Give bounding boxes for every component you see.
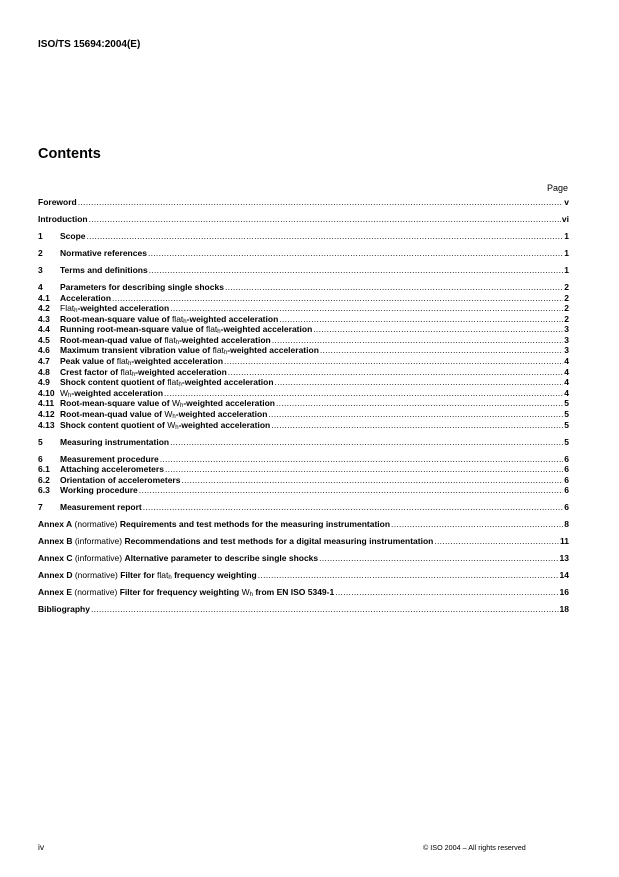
- title-text: W: [60, 387, 69, 398]
- title-text: Foreword: [38, 197, 77, 207]
- toc-entry-page: 1: [564, 264, 569, 275]
- title-text: (informative): [72, 536, 125, 547]
- title-text: W: [241, 587, 250, 598]
- toc-entry-page: 4: [564, 366, 569, 377]
- title-text: -weighted acceleration: [178, 419, 271, 430]
- title-text: Annex A: [38, 519, 73, 530]
- title-text: from EN ISO 5349-1: [252, 587, 335, 598]
- title-text: flat: [120, 366, 132, 377]
- toc-entry[interactable]: [38, 367, 569, 378]
- subscript-text: h: [217, 329, 221, 335]
- subscript-text: h: [223, 350, 228, 357]
- toc-entry-title: [60, 437, 169, 448]
- toc-entry-page: 3: [564, 345, 569, 356]
- title-text: -weighted acceleration: [135, 366, 227, 377]
- toc-entry-page: 6: [564, 485, 569, 496]
- dot-leader: [271, 420, 563, 431]
- title-text: flat: [167, 377, 179, 388]
- page-column-label: Page: [546, 183, 568, 193]
- title-text: flat: [116, 356, 129, 367]
- toc-entry[interactable]: [38, 214, 569, 225]
- title-text: Parameters for describing single shocks: [60, 281, 224, 292]
- toc-entry-number: 4.9: [38, 377, 50, 388]
- dot-leader: [320, 345, 563, 356]
- toc-entry[interactable]: [38, 293, 569, 304]
- toc-entry-title: [60, 398, 275, 409]
- title-text: Shock content quotient of: [60, 377, 168, 388]
- toc-entry-title: [60, 231, 86, 242]
- title-text: -weighted acceleration: [183, 398, 275, 409]
- subscript-text: h: [179, 403, 184, 410]
- title-text: Filter for frequency weighting: [119, 587, 242, 598]
- toc-entry[interactable]: [38, 437, 569, 448]
- dot-leader: [91, 604, 559, 615]
- title-text: W: [167, 419, 176, 430]
- toc-entry[interactable]: [38, 324, 569, 335]
- toc-entry[interactable]: [38, 536, 569, 547]
- toc-entry[interactable]: [38, 409, 569, 420]
- toc-entry[interactable]: [38, 553, 569, 564]
- toc-entry-title: [38, 587, 334, 598]
- dot-leader: [148, 248, 563, 259]
- toc-entry-number: 4.2: [38, 303, 50, 314]
- title-text: (informative): [72, 553, 125, 564]
- title-text: W: [171, 398, 180, 409]
- title-text: Root-mean-quad value of: [60, 409, 165, 420]
- toc-entry-page: 2: [564, 281, 569, 292]
- toc-entry[interactable]: [38, 303, 569, 314]
- toc-entry-title: [60, 409, 267, 420]
- toc-entry-title: [60, 485, 138, 496]
- toc-entry-title: [60, 293, 111, 304]
- title-text: Recommendations and test methods for a digital measuring instrumentation: [124, 536, 434, 547]
- toc-entry-page: 6: [564, 464, 569, 475]
- toc-entry-page: 3: [564, 324, 569, 335]
- toc-entry[interactable]: [38, 231, 569, 242]
- document-header: ISO/TS 15694:2004(E): [38, 39, 141, 50]
- title-text: Shock content quotient of: [60, 419, 168, 430]
- title-text: Scope: [60, 230, 86, 241]
- title-text: -weighted acceleration: [181, 377, 274, 388]
- toc-entry-title: [60, 335, 271, 346]
- title-text: Running root-mean-square value of: [60, 324, 206, 335]
- toc-entry-number: 6: [38, 453, 43, 464]
- toc-entry-page: 16: [559, 587, 569, 598]
- toc-entry[interactable]: [38, 356, 569, 367]
- table-of-contents: [38, 197, 569, 615]
- toc-entry-page: v: [564, 197, 569, 207]
- toc-entry-number: 4.11: [38, 398, 55, 409]
- toc-entry-title: [60, 464, 164, 475]
- toc-entry-title: [38, 197, 77, 208]
- toc-entry[interactable]: [38, 197, 569, 208]
- dot-leader: [279, 314, 563, 325]
- toc-entry-number: 6.2: [38, 474, 50, 485]
- toc-entry-number: 6.1: [38, 464, 50, 475]
- toc-entry-number: 4.1: [38, 292, 50, 303]
- title-text: flat: [164, 334, 176, 345]
- toc-entry-title: [60, 377, 274, 388]
- toc-entry[interactable]: [38, 454, 569, 465]
- toc-entry-page: 4: [564, 377, 569, 388]
- title-text: Working procedure: [60, 485, 138, 496]
- toc-entry-page: 1: [564, 230, 569, 241]
- toc-entry[interactable]: [38, 570, 569, 581]
- toc-entry-title: [38, 604, 90, 615]
- title-text: flat: [205, 324, 218, 335]
- title-text: Bibliography: [38, 604, 90, 615]
- toc-entry[interactable]: [38, 345, 569, 356]
- toc-entry-page: 5: [564, 398, 569, 409]
- toc-entry-page: vi: [561, 213, 569, 224]
- dot-leader: [225, 282, 563, 293]
- toc-entry-page: 11: [560, 536, 569, 547]
- dot-leader: [313, 324, 563, 335]
- toc-entry[interactable]: [38, 587, 569, 598]
- toc-entry-number: 2: [38, 247, 43, 258]
- toc-entry-number: 7: [38, 502, 43, 513]
- dot-leader: [160, 454, 564, 465]
- toc-entry[interactable]: [38, 282, 569, 293]
- toc-entry-title: [60, 420, 270, 431]
- title-text: Root-mean-square value of: [60, 398, 172, 409]
- title-text: -weighted acceleration: [220, 324, 313, 335]
- dot-leader: [78, 197, 564, 208]
- toc-entry-page: 2: [564, 292, 569, 303]
- dot-leader: [87, 231, 564, 242]
- toc-entry-page: 14: [559, 570, 569, 581]
- dot-leader: [434, 536, 559, 547]
- dot-leader: [165, 464, 563, 475]
- toc-entry-title: [38, 553, 318, 564]
- toc-entry[interactable]: [38, 420, 569, 431]
- footer-page-number: iv: [38, 842, 45, 852]
- toc-entry-number: 4.7: [38, 356, 50, 367]
- subscript-text: h: [183, 318, 187, 325]
- title-text: flat: [171, 313, 184, 324]
- toc-entry-title: [60, 367, 227, 378]
- dot-leader: [170, 437, 563, 448]
- toc-entry-title: [60, 356, 223, 367]
- toc-entry-title: [60, 345, 319, 356]
- toc-entry-title: [60, 314, 278, 325]
- toc-entry-page: 4: [564, 356, 569, 367]
- toc-entry-title: [60, 324, 312, 335]
- toc-entry-page: 1: [564, 247, 569, 258]
- title-text: Introduction: [38, 213, 88, 224]
- subscript-text: h: [178, 382, 182, 388]
- subscript-text: h: [131, 371, 136, 378]
- toc-entry[interactable]: [38, 335, 569, 346]
- title-text: -weighted acceleration: [77, 303, 170, 314]
- title-text: Normative references: [60, 247, 147, 258]
- toc-entry-number: 4.6: [38, 345, 50, 356]
- toc-entry-title: [60, 475, 180, 486]
- toc-entry[interactable]: [38, 519, 569, 530]
- toc-entry-page: 5: [564, 436, 569, 447]
- toc-entry-number: 4.4: [38, 324, 50, 335]
- title-text: -weighted acceleration: [179, 334, 271, 345]
- title-text: Root-mean-square value of: [60, 313, 172, 324]
- toc-entry-number: 4.5: [38, 334, 50, 345]
- dot-leader: [276, 398, 563, 409]
- page-title: Contents: [38, 146, 101, 162]
- title-text: Orientation of accelerometers: [60, 474, 181, 485]
- title-text: Filter for: [120, 570, 158, 581]
- dot-leader: [143, 502, 564, 513]
- toc-entry[interactable]: [38, 604, 569, 615]
- toc-entry[interactable]: [38, 388, 569, 399]
- title-text: Annex D: [38, 570, 73, 581]
- dot-leader: [224, 356, 563, 367]
- toc-entry-title: [60, 388, 163, 399]
- title-text: -weighted acceleration: [175, 409, 268, 420]
- title-text: Attaching accelerometers: [60, 464, 164, 475]
- toc-entry-title: [38, 519, 390, 530]
- toc-entry-page: 18: [559, 604, 569, 615]
- toc-entry-page: 6: [564, 474, 569, 485]
- toc-entry-number: 4.13: [38, 419, 55, 430]
- dot-leader: [275, 377, 564, 388]
- toc-entry-page: 13: [559, 553, 569, 564]
- dot-leader: [258, 570, 559, 581]
- title-text: Acceleration: [60, 292, 112, 303]
- title-text: -weighted acceleration: [71, 387, 164, 398]
- title-text: flat: [157, 570, 169, 581]
- toc-entry-title: [38, 570, 257, 581]
- subscript-text: h: [175, 424, 179, 431]
- title-text: Measuring instrumentation: [60, 436, 170, 447]
- toc-entry-number: 4.8: [38, 366, 50, 377]
- subscript-text: h: [168, 575, 172, 581]
- dot-leader: [272, 335, 564, 346]
- toc-entry-number: 4.10: [38, 387, 55, 398]
- dot-leader: [391, 519, 563, 530]
- dot-leader: [268, 409, 563, 420]
- title-text: Peak value of: [60, 356, 117, 367]
- toc-entry[interactable]: [38, 475, 569, 486]
- dot-leader: [181, 475, 563, 486]
- toc-entry-title: [38, 536, 433, 547]
- toc-entry-number: 4.3: [38, 313, 50, 324]
- dot-leader: [335, 587, 558, 598]
- toc-entry-title: [60, 282, 224, 293]
- title-text: Alternative parameter to describe single shocks: [124, 553, 319, 564]
- toc-entry-number: 6.3: [38, 485, 50, 496]
- toc-entry-title: [60, 502, 142, 513]
- title-text: -weighted acceleration: [131, 356, 224, 367]
- title-text: Requirements and test methods for the measuring instrumentation: [119, 519, 391, 530]
- toc-entry-number: 3: [38, 264, 43, 275]
- toc-entry-number: 5: [38, 436, 43, 447]
- dot-leader: [170, 303, 563, 314]
- toc-entry[interactable]: [38, 314, 569, 325]
- subscript-text: h: [128, 361, 132, 367]
- title-text: Annex C: [38, 553, 73, 564]
- title-text: Annex E: [38, 587, 73, 598]
- toc-entry-page: 4: [564, 387, 569, 398]
- subscript-text: h: [172, 414, 176, 420]
- toc-entry[interactable]: [38, 464, 569, 475]
- dot-leader: [139, 485, 563, 496]
- title-text: flat: [212, 345, 224, 356]
- toc-entry[interactable]: [38, 377, 569, 388]
- title-text: Measurement report: [60, 502, 142, 513]
- toc-entry-page: 6: [564, 502, 569, 513]
- title-text: Maximum transient vibration value of: [60, 345, 213, 356]
- toc-entry[interactable]: [38, 265, 569, 276]
- toc-entry-page: 3: [564, 334, 569, 345]
- toc-entry-title: [60, 303, 169, 314]
- toc-entry-page: 2: [564, 303, 569, 314]
- dot-leader: [319, 553, 558, 564]
- title-text: W: [164, 409, 173, 420]
- dot-leader: [149, 265, 564, 276]
- title-text: (normative): [72, 519, 120, 530]
- title-text: -weighted acceleration: [186, 313, 279, 324]
- subscript-text: h: [249, 592, 253, 598]
- toc-entry-page: 6: [564, 453, 569, 464]
- title-text: (normative): [72, 570, 121, 581]
- footer-copyright: © ISO 2004 – All rights reserved: [423, 843, 526, 852]
- toc-entry-title: [60, 248, 147, 259]
- toc-entry[interactable]: [38, 502, 569, 513]
- subscript-text: h: [175, 339, 180, 346]
- title-text: Crest factor of: [60, 366, 121, 377]
- dot-leader: [89, 214, 561, 225]
- subscript-text: h: [68, 392, 72, 399]
- toc-entry-number: 4: [38, 281, 43, 292]
- toc-entry-title: [60, 265, 148, 276]
- title-text: -weighted acceleration: [227, 345, 319, 356]
- toc-entry-page: 5: [564, 419, 569, 430]
- title-text: Root-mean-quad value of: [60, 334, 165, 345]
- title-text: Annex B: [38, 536, 73, 547]
- toc-entry-page: 8: [564, 519, 569, 530]
- toc-entry-page: 5: [564, 409, 569, 420]
- toc-entry-number: 4.12: [38, 409, 55, 420]
- title-text: frequency weighting: [171, 570, 257, 581]
- dot-leader: [228, 367, 563, 378]
- dot-leader: [164, 388, 563, 399]
- toc-entry-title: [60, 454, 159, 465]
- toc-entry[interactable]: [38, 485, 569, 496]
- title-text: Flat: [60, 303, 75, 314]
- toc-entry-page: 2: [564, 313, 569, 324]
- title-text: Terms and definitions: [60, 264, 148, 275]
- toc-entry-title: [38, 214, 88, 225]
- title-text: Measurement procedure: [60, 453, 159, 464]
- toc-entry[interactable]: [38, 398, 569, 409]
- toc-entry-number: 1: [38, 230, 43, 241]
- title-text: (normative): [72, 587, 120, 598]
- subscript-text: h: [74, 308, 78, 314]
- toc-entry[interactable]: [38, 248, 569, 259]
- dot-leader: [112, 293, 563, 304]
